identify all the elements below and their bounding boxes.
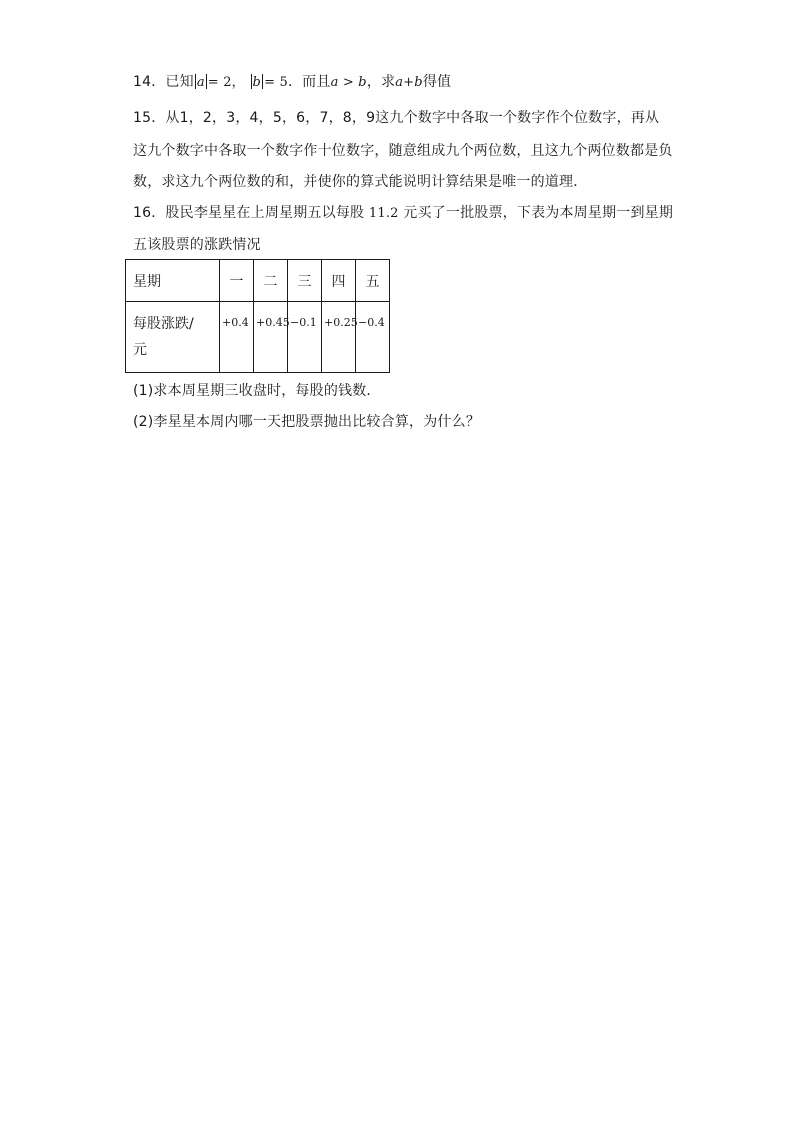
value-text: −0.1 — [290, 316, 317, 329]
q15-line-1: 15．从1，2，3，4，5，6，7，8，9这九个数字中各取一个数字作个位数字，再从 — [133, 110, 660, 126]
q14-expression: a+b — [395, 75, 423, 90]
q15-line-2: 这九个数字中各取一个数字作十位数字，随意组成九个两位数，且这九个两位数都是负 — [133, 143, 673, 159]
table-value-mon — [220, 302, 254, 373]
q14-number: 14． — [133, 74, 166, 90]
value-text: +0.25 — [324, 316, 358, 329]
table-row — [126, 260, 390, 302]
q16-part-1: (1)求本周星期三收盘时，每股的钱数． — [133, 383, 381, 399]
q16-line-2: 五该股票的涨跌情况 — [133, 237, 261, 253]
table-row-label-line-2: 元 — [133, 342, 147, 358]
q16-line-1-post: 元买了一批股票，下表为本周星期一到星期 — [398, 205, 674, 221]
table-day-tue: 二 — [254, 260, 288, 302]
table-row-label — [126, 302, 220, 373]
table-day-fri: 五 — [356, 260, 390, 302]
abs-bar-right-a — [206, 74, 207, 89]
q14-eq-b: = 5 — [264, 75, 288, 90]
table-day-mon: 一 — [220, 260, 254, 302]
value-text: +0.4 — [222, 316, 249, 329]
abs-bar-left-b — [251, 74, 252, 89]
value-text: +0.45 — [256, 316, 290, 329]
q16-price: 11.2 — [368, 206, 399, 221]
q15-line-3: 数，求这九个两位数的和，并使你的算式能说明计算结果是唯一的道理． — [133, 174, 588, 190]
table-value-thu — [322, 302, 356, 373]
q14-var-b: b — [252, 75, 262, 90]
q14-eq-a: = 2， — [207, 75, 245, 90]
q14-var-a: a — [196, 75, 205, 90]
q16-line-1 — [133, 203, 673, 224]
table-value-fri — [356, 302, 390, 373]
question-14 — [133, 72, 451, 93]
table-day-wed: 三 — [288, 260, 322, 302]
q14-text-known: 已知 — [165, 74, 194, 90]
stock-change-table — [125, 259, 390, 373]
table-value-wed — [288, 302, 322, 373]
abs-bar-left-a — [195, 74, 196, 89]
q16-line-1-pre: 16．股民李星星在上周星期五以每股 — [133, 205, 369, 221]
q14-text-find: ，求 — [366, 74, 396, 90]
table-header-label: 星期 — [126, 260, 220, 302]
q14-text-and: ．而且 — [287, 74, 331, 90]
table-row-label-line-1: 每股涨跌/ — [133, 316, 194, 332]
table-value-tue — [254, 302, 288, 373]
q14-condition: a > b — [330, 75, 367, 90]
value-text: −0.4 — [358, 316, 385, 329]
abs-bar-right-b — [262, 74, 263, 89]
table-row — [126, 302, 390, 373]
q14-text-value: 得值 — [422, 74, 452, 90]
table-day-thu: 四 — [322, 260, 356, 302]
q16-part-2: (2)李星星本周内哪一天把股票抛出比较合算，为什么？ — [133, 414, 481, 430]
